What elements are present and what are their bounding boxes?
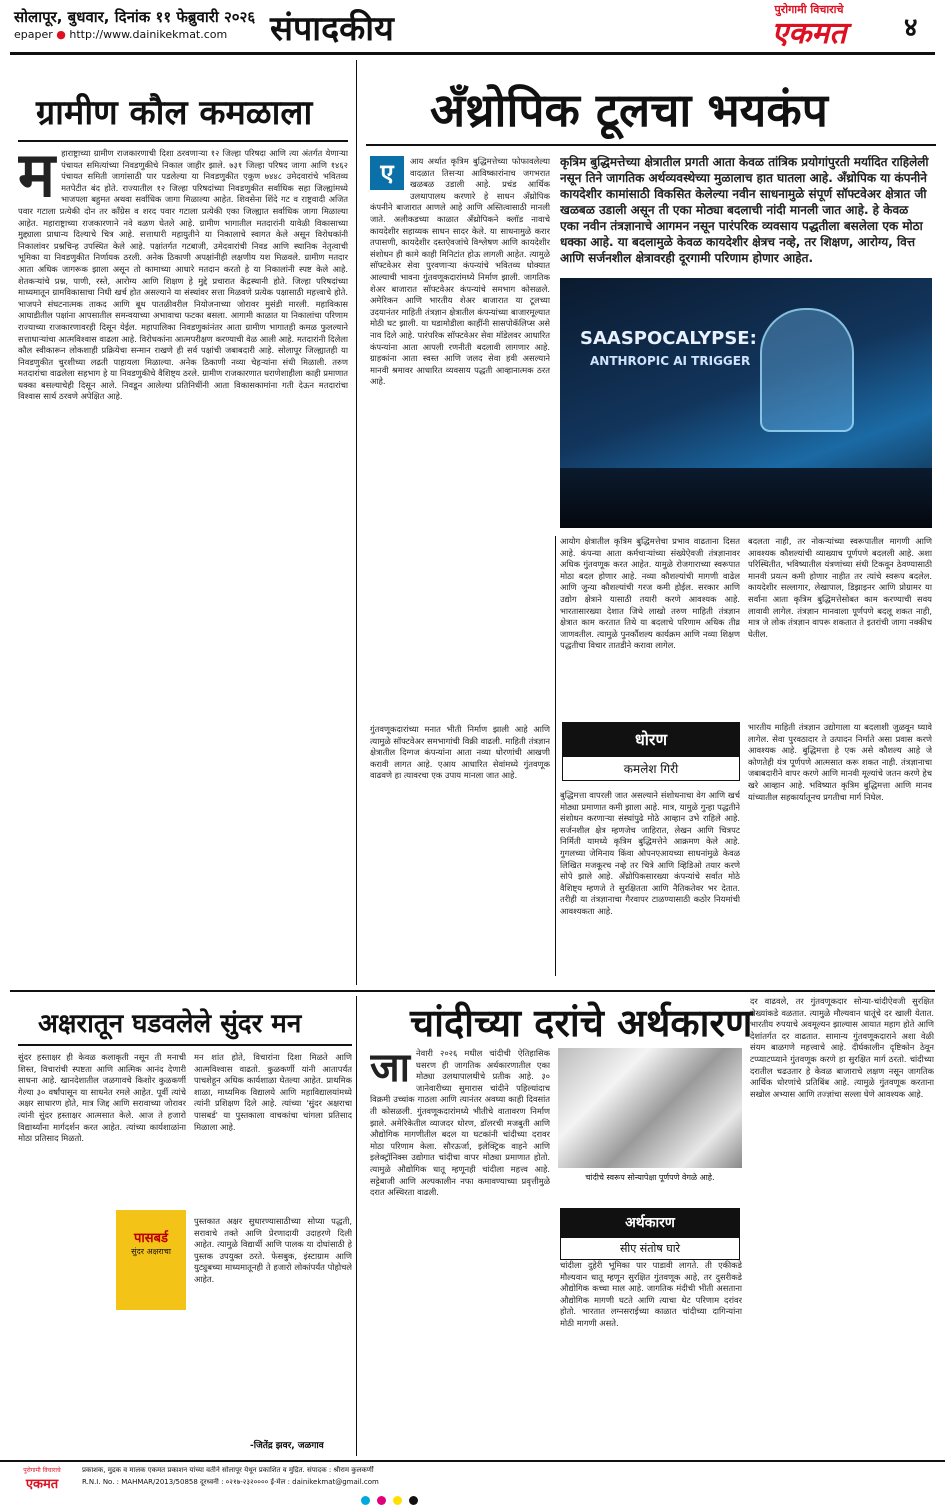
masthead-tagline: पुरोगामी विचाराचे [774, 3, 844, 16]
silver-article-title: चांदीच्या दरांचे अर्थकारण [410, 1000, 753, 1045]
epaper-icon: ● [56, 28, 66, 41]
silver-article-body-3: दर वाढवले, तर गुंतवणूकदार सोन्या-चांदीऐवजी सुरक्षित रोख्यांकडे वळतात. त्यामुळे मौल्यवान धातूंचे दर खाली येतात. भारतीय रुपयाचे अवमूल्यन झाल्यास आयात महाग होते आणि देशांतर्गत दर वाढतात. सामान्य गुंतवणूकदाराने अशा वेळी संयम बाळगणे महत्त्वाचे आहे. दीर्घकालीन दृष्टिकोन ठेवून टप्प्याटप्प्याने गुंतवणूक करणे हा सुरक्षित मार्ग ठरतो. चांदीच्या दरातील चढउतार हे केवळ बाजाराचे लक्षण नसून जागतिक आर्थिक धोरणांचे प्रतिबिंब आहे. त्यामुळे गुंतवणूक करताना सखोल अभ्यास आणि तज्ज्ञांचा सल्ला घेणे आवश्यक आहे. [750, 996, 934, 1099]
column-badge [562, 722, 740, 781]
book-article-body-3: पुस्तकात अक्षर सुधारण्यासाठीच्या सोप्या पद्धती, सरावाचे तक्ते आणि प्रेरणादायी उदाहरणे दिली आहेत. त्यामुळे विद्यार्थी आणि पालक या दोघांसाठी हे पुस्तक उपयुक्त ठरते. फेसबुक, इंस्टाग्राम आणि युट्युबच्या माध्यमातूनही ते हजारो लोकांपर्यंत पोहोचले आहेत. [194, 1216, 352, 1284]
robot-icon [760, 308, 854, 432]
book-title-underline [18, 1044, 352, 1046]
ai-article-body-1 [370, 156, 550, 718]
ai-body-1-text: आय अर्थात कृत्रिम बुद्धिमत्तेच्या फोफावलेल्या वादळात तिसऱ्या आविष्कारांनाच जगभरात खळबळ उडाली आहे. प्रचंड आर्थिक उलथापालथ करणारे हे साधन अँथ्रोपिक कंपनीने बाजारात आणले आहे आणि अस्तित्वासाठी मानली जाते. अलीकडच्या काळात अँथ्रोपिकने क्लॉड नावाचे कायदेशीर सहाय्यक साधन सादर केले. या साधनामुळे करार तपासणी, कायदेशीर दस्तऐवजांचे विश्लेषण आणि कायदेशीर संशोधन ही कामे काही मिनिटांत होऊ लागली आहेत. त्यामुळे सॉफ्टवेअर सेवा पुरवणाऱ्या कंपन्यांचे भवितव्य धोक्यात आल्याची भावना गुंतवणूकदारांमध्ये निर्माण झाली. जागतिक शेअर बाजारात सॉफ्टवेअर कंपन्यांचे समभाग कोसळले. अमेरिकन आणि भारतीय शेअर बाजारात या टूलच्या उदयानंतर माहिती तंत्रज्ञान क्षेत्रातील कंपन्यांच्या बाजारमूल्यात मोठी घट झाली. या घडामोडीला काहींनी सासपोकॅलिप्स असे नाव दिले आहे. पारंपरिक सॉफ्टवेअर सेवा मॉडेलवर आधारित कंपन्यांना आता आपली रणनीती बदलावी लागणार आहे. ग्राहकांना आता स्वस्त आणि जलद सेवा हवी असल्याने मानवी श्रमावर आधारित व्यवसाय पद्धती आव्हानात्मक ठरत आहे. [370, 156, 550, 387]
mid-rule [10, 990, 935, 992]
silver-bars-image [558, 1048, 742, 1168]
silver-column-badge [560, 1208, 740, 1260]
ai-article-body-2: आयोग क्षेत्रातील कृत्रिम बुद्धिमत्तेचा प्रभाव वाढताना दिसत आहे. कंपन्या आता कर्मचाऱ्यांच्या संख्येऐवजी तंत्रज्ञानावर अधिक गुंतवणूक करत आहेत. यामुळे रोजगाराच्या स्वरूपात मोठा बदल होणार आहे. नव्या कौशल्यांची मागणी वाढेल आणि जुन्या कौशल्यांची गरज कमी होईल. सरकार आणि उद्योग क्षेत्राने यासाठी तयारी करणे आवश्यक आहे. भारतासारख्या देशात जिथे लाखो तरुण माहिती तंत्रज्ञान क्षेत्रात काम करतात तिथे या बदलाचे परिणाम अधिक तीव्र जाणवतील. त्यामुळे पुनर्कौशल्य कार्यक्रम आणि नव्या शिक्षण पद्धतीचा विचार तातडीने करावा लागेल. [560, 536, 740, 651]
editorial-body [18, 148, 348, 983]
ai-article-body-6: भारतीय माहिती तंत्रज्ञान उद्योगाला या बदलाशी जुळवून घ्यावे लागेल. सेवा पुरवठादार ते उत्पादन निर्माते असा प्रवास करणे आवश्यक आहे. बुद्धिमत्ता हे एक असे कौशल्य आहे जे कोणतेही यंत्र पूर्णपणे आत्मसात करू शकत नाही. तंत्रज्ञानाचा जबाबदारीने वापर करणे आणि मानवी मूल्यांचे जतन करणे हेच खरे आव्हान आहे. भविष्यात कृत्रिम बुद्धिमत्ता आणि मानव यांच्यातील सहकार्यातूनच प्रगतीचा मार्ग निघेल. [748, 722, 932, 802]
silver-column-author: सीए संतोष घारे [560, 1237, 740, 1260]
silver-body-1-text: नेवारी २०२६ मधील चांदीची ऐतिहासिक घसरण ही जागतिक अर्थकारणातील एका मोठ्या उलथापालथीचे प्रतीक आहे. ३० जानेवारीच्या सुमारास चांदीने पहिल्यांदाच विक्रमी उच्चांक गाठला आणि त्यानंतर अवघ्या काही दिवसांत ती कोसळली. गुंतवणूकदारांमध्ये भीतीचे वातावरण निर्माण झाले. अमेरिकेतील व्याजदर धोरण, डॉलरची मजबुती आणि औद्योगिक मागणीतील बदल या घटकांनी चांदीच्या दरावर मोठा परिणाम केला. सौरऊर्जा, इलेक्ट्रिक वाहने आणि इलेक्ट्रॉनिक्स उद्योगात चांदीचा वापर मोठ्या प्रमाणात होतो. त्यामुळे औद्योगिक धातू म्हणूनही चांदीला महत्त्व आहे. सट्टेबाजी आणि अल्पकालीन नफा कमावण्याच्या प्रवृत्तीमुळे दरात अस्थिरता वाढली. [370, 1048, 550, 1198]
book-article-title: अक्षरातून घडवलेले सुंदर मन [38, 1009, 302, 1039]
header-rule [10, 52, 935, 55]
editorial-title: ग्रामीण कौल कमळाला [36, 93, 313, 133]
silver-badge-title: अर्थकारण [560, 1208, 740, 1237]
epaper-label: epaper [14, 28, 53, 41]
ai-article-body-4: बुद्धिमत्ता वापरली जात असल्याने संशोधनाचा वेग आणि खर्च मोठ्या प्रमाणात कमी झाला आहे. मात्र, यामुळे गुन्हा पद्धतीने संशोधन करणाऱ्या संस्थांपुढे मोठे आव्हान उभे राहिले आहे. सर्जनशील क्षेत्र म्हणजेच जाहिरात, लेखन आणि चित्रपट निर्मिती यामध्ये कृत्रिम बुद्धिमत्तेने आक्रमण केले आहे. गुगलच्या जेमिनाय किंवा ओपनएआयच्या साधनांमुळे केवळ लिखित मजकूरच नव्हे तर चित्रे आणि व्हिडिओ तयार करणे सोपे झाले आहे. अँथ्रोपिकसारख्या कंपन्यांचे सर्वात मोठे वैशिष्ट्य म्हणजे ते सुरक्षितता आणि नैतिकतेवर भर देतात. तरीही या तंत्रज्ञानाचा गैरवापर टाळण्यासाठी कठोर नियमांची आवश्यकता आहे. [560, 790, 740, 916]
silver-drop-cap: जा [370, 1048, 411, 1091]
image-caption-line-2: ANTHROPIC AI TRIGGER [590, 354, 751, 368]
editorial-title-underline [18, 140, 348, 142]
ai-article-deck: कृत्रिम बुद्धिमत्तेच्या क्षेत्रातील प्रगती आता केवळ तांत्रिक प्रयोगांपुरती मर्यादित राहिलेली नसून तिने जागतिक अर्थव्यवस्थेच्या मुळालाच हात घातला आहे. अँथ्रोपिक या कंपनीने कायदेशीर कामांसाठी विकसित केलेल्या नवीन साधनामुळे संपूर्ण सॉफ्टवेअर क्षेत्रात जी खळबळ उडाली असून ती एका मोठ्या बदलाची नांदी मानली जात आहे. हे केवळ एका नवीन तंत्रज्ञानाचे आगमन नसून पारंपरिक व्यवसाय पद्धतीला बसलेला एक मोठा धक्का आहे. या बदलामुळे केवळ कायदेशीर क्षेत्रच नव्हे, तर शिक्षण, आरोग्य, वित्त आणि सर्जनशील क्षेत्रावरही दूरगामी परिणाम होणार आहेत. [560, 155, 929, 265]
footer-masthead-name: एकमत [25, 1477, 59, 1492]
epaper-url[interactable]: http://www.dainikekmat.com [69, 28, 228, 41]
masthead [720, 2, 898, 54]
ai-article-body-3: बदलता नाही, तर नोकऱ्यांच्या स्वरूपातील मागणी आणि आवश्यक कौशल्यांची व्याख्याच पूर्णपणे बदलली आहे. अशा परिस्थितीत, भविष्यातील यंत्रणांच्या संधी टिकवून ठेवण्यासाठी मानवी प्रयत्न कमी होणार नाहीत तर त्यांचे स्वरूप बदलेल. कायदेशीर सल्लागार, लेखापाल, डिझाइनर आणि प्रोग्रामर या सर्वांना आता कृत्रिम बुद्धिमत्तेसोबत काम करण्याची सवय लावावी लागेल. तंत्रज्ञान मानवाला पूर्णपणे बदलू शकत नाही, मात्र जे लोक तंत्रज्ञान वापरू शकतात ते इतरांची जागा नक्कीच घेतील. [748, 536, 932, 639]
silver-article-body-1 [370, 1048, 550, 1452]
book-article-body-1: सुंदर हस्ताक्षर ही केवळ कलाकृती नसून ती मनाची शिस्त, विचारांची स्पष्टता आणि आत्मिक आनंद देणारी साधना आहे. खानदेशातील जळगावचे किशोर कुळकर्णी गेल्या ३० वर्षांपासून या साधनेत रमले आहेत. पूर्वी त्यांचे अक्षर साधारण होते, मात्र जिद्द आणि सरावाच्या जोरावर त्यांनी सुंदर हस्ताक्षर आत्मसात केले. आज ते हजारो विद्यार्थ्यांना मार्गदर्शन करत आहेत. त्यांच्या कार्यशाळांना मोठा प्रतिसाद मिळतो. [18, 1052, 186, 1144]
column-divider-lower [356, 996, 357, 1456]
editorial-text: हाराष्ट्राच्या ग्रामीण राजकारणाची दिशा ठरवणाऱ्या १२ जिल्हा परिषदा आणि त्या अंतर्गत येणाऱ्या पंचायत समित्यांच्या निवडणुकीचे निकाल जाहीर झाले. ७३१ जिल्हा परिषद जागा आणि १४६२ पंचायत समिती जागांसाठी पार पडलेल्या या निवडणुकीत एकूण ७४४८ उमेदवारांचे भवितव्य मतपेटीत बंद होते. राज्यातील १२ जिल्हा परिषदांच्या निवडणुकीत सर्वाधिक सहा जिल्ह्यांमध्ये भाजपला बहुमत अथवा सर्वाधिक जागा मिळाल्या आहेत. शिवसेना शिंदे गट व राष्ट्रवादी अजित पवार गटाला प्रत्येकी दोन तर काँग्रेस व शरद पवार गटाला प्रत्येकी एका जिल्ह्यात सर्वाधिक जागा मिळाल्या आहेत. महाराष्ट्राच्या राजकारणाने नवे वळण घेतले आहे. ग्रामीण भागातील मतदारांनी यावेळी विकासाच्या मुद्द्याला प्राधान्य दिल्याचे चित्र आहे. सत्ताधारी महायुतीने या निकालाचे स्वागत केले असून विरोधकांनी निकालांवर प्रश्नचिन्ह उपस्थित केले आहे. पक्षांतर्गत गटबाजी, उमेदवारांची निवड आणि स्थानिक नेतृत्वाची भूमिका या निवडणुकीत निर्णायक ठरली. अनेक ठिकाणी अपक्षांनीही लक्षणीय यश मिळवले. ग्रामीण मतदार आता अधिक जागरूक झाला असून तो कामाच्या आधारे मतदान करतो हे या निकालांनी स्पष्ट केले आहे. शेतकऱ्यांचे प्रश्न, पाणी, रस्ते, आरोग्य आणि शिक्षण हे मुद्दे प्रचारात केंद्रस्थानी होते. जिल्हा परिषदांच्या माध्यमातून ग्रामविकासाचा निधी खर्च होत असल्याने या संस्थांवर सत्ता मिळवणे प्रत्येक पक्षासाठी महत्त्वाचे होते. भाजपने संघटनात्मक ताकद आणि बूथ पातळीवरील नियोजनाच्या जोरावर मुसंडी मारली. महाविकास आघाडीतील पक्षांना आपसातील समन्वयाच्या अभावाचा फटका बसला. आगामी काळात या निकालांचा परिणाम राज्याच्या राजकारणावरही दिसून येईल. महापालिका निवडणुकांनंतर आता ग्रामीण भागातही कमळ फुलल्याने सत्ताधाऱ्यांचा आत्मविश्वास वाढला आहे. विरोधकांना आत्मपरीक्षण करण्याची वेळ आली आहे. मतदारांनी दिलेला कौल स्वीकारून लोकशाही प्रक्रियेचा सन्मान राखणे ही सर्व पक्षांची जबाबदारी आहे. सोलापूर जिल्ह्यातही या निवडणुकीत चुरशीच्या लढती पाहायला मिळाल्या. अनेक ठिकाणी नव्या चेहऱ्यांना संधी मिळाली. तरुण मतदारांचा वाढलेला सहभाग हे या निवडणुकीचे वैशिष्ट्य ठरले. ग्रामीण राजकारणात घराणेशाहीला काही प्रमाणात धक्का बसल्याचेही दिसून आले. निवडून आलेल्या प्रतिनिधींनी आता विकासकामांना गती देऊन मतदारांचा विश्वास सार्थ ठरवणे अपेक्षित आहे. [18, 148, 348, 402]
ai-title-underline [366, 144, 936, 146]
column-badge-title: धोरण [562, 722, 740, 756]
footer [0, 1460, 945, 1503]
ai-col-divider [555, 536, 556, 976]
epaper-link[interactable] [14, 28, 227, 41]
page-number: ४ [904, 13, 918, 43]
crowd-silhouette [560, 468, 932, 528]
masthead-logo: एकमत [771, 16, 847, 51]
book-byline: -जितेंद्र झवर, जळगाव [250, 1441, 324, 1451]
book-cover-subtitle: सुंदर अक्षराचा [131, 1247, 171, 1256]
column-author: कमलेश गिरी [562, 756, 740, 781]
ai-article-image [560, 278, 932, 528]
book-cover-image [116, 1210, 186, 1310]
silver-image-caption: चांदीचे स्वरूप सोन्यापेक्षा पूर्णपणे वेगळे आहे. [585, 1173, 715, 1182]
ai-article-body-5: गुंतवणूकदारांच्या मनात भीती निर्माण झाली आहे आणि त्यामुळे सॉफ्टवेअर समभागांची विक्री वाढली. माहिती तंत्रज्ञान क्षेत्रातील दिग्गज कंपन्यांना आता नव्या धोरणांची आखणी करावी लागत आहे. एआय आधारित सेवांमध्ये गुंतवणूक वाढवणे हा त्यावरचा एक उपाय मानला जात आहे. [370, 724, 550, 781]
book-article-body-2: मन शांत होते, विचारांना दिशा मिळते आणि आत्मविश्वास वाढतो. कुळकर्णी यांनी आतापर्यंत पाचशेहून अधिक कार्यशाळा घेतल्या आहेत. प्राथमिक शाळा, माध्यमिक विद्यालये आणि महाविद्यालयांमध्ये त्यांनी प्रशिक्षण दिले आहे. त्यांच्या 'सुंदर अक्षराचा पासबर्ड' या पुस्तकाला वाचकांचा चांगला प्रतिसाद मिळाला आहे. [194, 1052, 352, 1132]
footer-masthead [12, 1466, 72, 1492]
footer-line-2: R.N.I. No. : MAHMAR/2013/50858 दूरध्वनी : ०२१७-२३२०००० ई-मेल : dainikekmat@gmail.com [82, 1478, 379, 1486]
image-caption-line-1: SAASPOCALYPSE: [580, 328, 757, 349]
footer-masthead-tag: पुरोगामी विचाराचे [23, 1467, 61, 1474]
ai-drop-cap: ए [370, 156, 404, 190]
silver-article-body-2: चांदीला दुहेरी भूमिका पार पाडावी लागते. ती एकीकडे मौल्यवान धातू म्हणून सुरक्षित गुंतवणूक आहे, तर दुसरीकडे औद्योगिक कच्चा माल आहे. जागतिक मंदीची भीती असताना औद्योगिक मागणी घटते आणि त्याचा थेट परिणाम दरांवर होतो. भारतात लग्नसराईच्या काळात चांदीच्या दागिन्यांना मोठी मागणी असते. [560, 1260, 742, 1328]
editorial-drop-cap: म [18, 148, 56, 211]
footer-line-1: प्रकाशक, मुद्रक व मालक एकमत प्रकाशन यांच्या वतीने सोलापूर येथून प्रकाशित व मुद्रित. संपादक : श्रीराम कुलकर्णी [82, 1466, 374, 1474]
registration-marks [360, 1490, 419, 1509]
section-title: संपादकीय [270, 9, 394, 49]
date-line: सोलापूर, बुधवार, दिनांक ११ फेब्रुवारी २०२६ [14, 8, 256, 26]
book-cover-title: पासबर्ड [134, 1231, 168, 1246]
ai-article-title: अँथ्रोपिक टूलचा भयकंप [430, 83, 828, 137]
column-divider [356, 60, 357, 985]
